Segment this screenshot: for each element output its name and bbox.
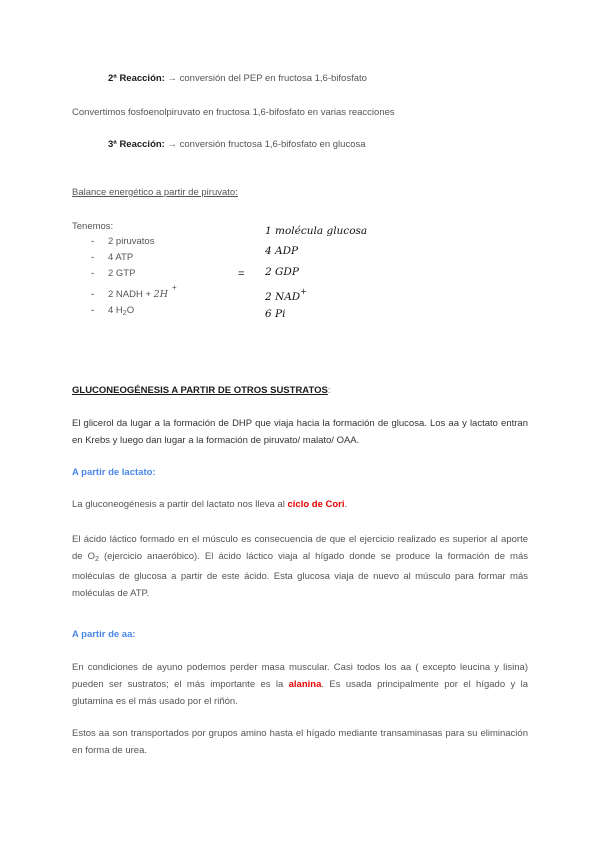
reaction-3-label: 3ª Reacción: [108, 139, 165, 150]
gluco-colon: : [327, 385, 331, 396]
equals-sign: = [238, 268, 245, 280]
nadh-text: 2 NADH + [108, 289, 154, 300]
reaction-2-text: → conversión del PEP en fructosa 1,6-bifosfato [164, 73, 367, 84]
balance-tenemos: Tenemos: [72, 221, 114, 232]
convertimos-text: Convertimos fosfoenolpiruvato en fructosa 1,6-bifosfato en varias reacciones [72, 107, 395, 118]
gluco-intro: El glicerol da lugar a la formación de DHP que viaja hacia la formación de glucosa. Los aa y lactato entran en Krebs y luego dan lugar a la formación de piruvato/ malato/ OAA. [72, 418, 528, 446]
lactato-p1-a: El ácido láctico formado en el músculo es consecuencia de que el ejercicio realizado es superior al aporte de O [72, 534, 528, 562]
hand-nad-plus: + [300, 287, 307, 296]
hand-pi: 6 Pi [265, 308, 286, 320]
alanina: alanina [288, 679, 322, 690]
h2o-o: O [126, 305, 135, 316]
cori-cycle: ciclo de Cori [287, 499, 345, 510]
hand-nad [265, 287, 307, 303]
gluco-title: GLUCONEOGÉNESIS A PARTIR DE OTROS SUSTRATOS [72, 385, 328, 396]
balance-item-nadh [108, 289, 168, 300]
aa-p1-b: . Es usada principalmente por el hígado y la glutamina es el más usado por el riñón. [72, 679, 528, 707]
nadh-2h: 2H [153, 289, 169, 300]
reaction-2-label: 2ª Reacción: [108, 73, 165, 84]
lactato-paragraph [72, 531, 528, 602]
hand-glucosa: 1 molécula glucosa [265, 225, 368, 237]
aa-heading: A partir de aa: [72, 629, 136, 640]
bullet-dash: - [91, 236, 95, 247]
balance-item-gtp: 2 GTP [108, 268, 136, 279]
balance-item-piruvatos: 2 piruvatos [108, 236, 155, 247]
bullet-dash: - [91, 268, 95, 279]
cori-post: . [344, 499, 348, 510]
gluco-title-line [72, 385, 330, 396]
cori-pre: La gluconeogénesis a partir del lactato nos lleva al [72, 499, 288, 510]
hand-nad-text: 2 NAD [265, 291, 301, 303]
balance-title: Balance energético a partir de piruvato: [72, 187, 238, 198]
aa-paragraph-1 [72, 659, 528, 710]
lactato-p1-b: (ejercicio anaeróbico). El ácido láctico viaja al hígado donde se produce la formación de más moléculas de glucosa a partir de este ácido. Esta glucosa viaja de nuevo al músculo para formar más moléculas de ATP. [72, 551, 528, 599]
balance-item-atp: 4 ATP [108, 252, 134, 263]
aa-p1-a: En condiciones de ayuno podemos perder masa muscular. Casi todos los aa ( excepto leucina y lisina) pueden ser sustratos; el más importante es la [72, 662, 528, 690]
reaction-2-line [108, 73, 367, 84]
bullet-dash: - [91, 252, 95, 263]
cori-line [72, 499, 347, 510]
hand-adp: 4 ADP [265, 245, 299, 257]
h2o-h: 4 H [108, 305, 123, 316]
reaction-3-line [108, 139, 366, 150]
nadh-plus: + [172, 283, 177, 292]
lactato-p1-sub: 2 [95, 556, 99, 563]
hand-gdp: 2 GDP [265, 266, 299, 278]
bullet-dash: - [91, 305, 95, 316]
aa-paragraph-2: Estos aa son transportados por grupos amino hasta el hígado mediante transaminasas para su eliminación en forma de urea. [72, 728, 528, 756]
lactato-heading: A partir de lactato: [72, 467, 156, 478]
bullet-dash: - [91, 289, 95, 300]
h2o-sub: 2 [122, 310, 127, 317]
balance-item-h2o [108, 305, 134, 317]
reaction-3-text: → conversión fructosa 1,6-bifosfato en glucosa [164, 139, 366, 150]
